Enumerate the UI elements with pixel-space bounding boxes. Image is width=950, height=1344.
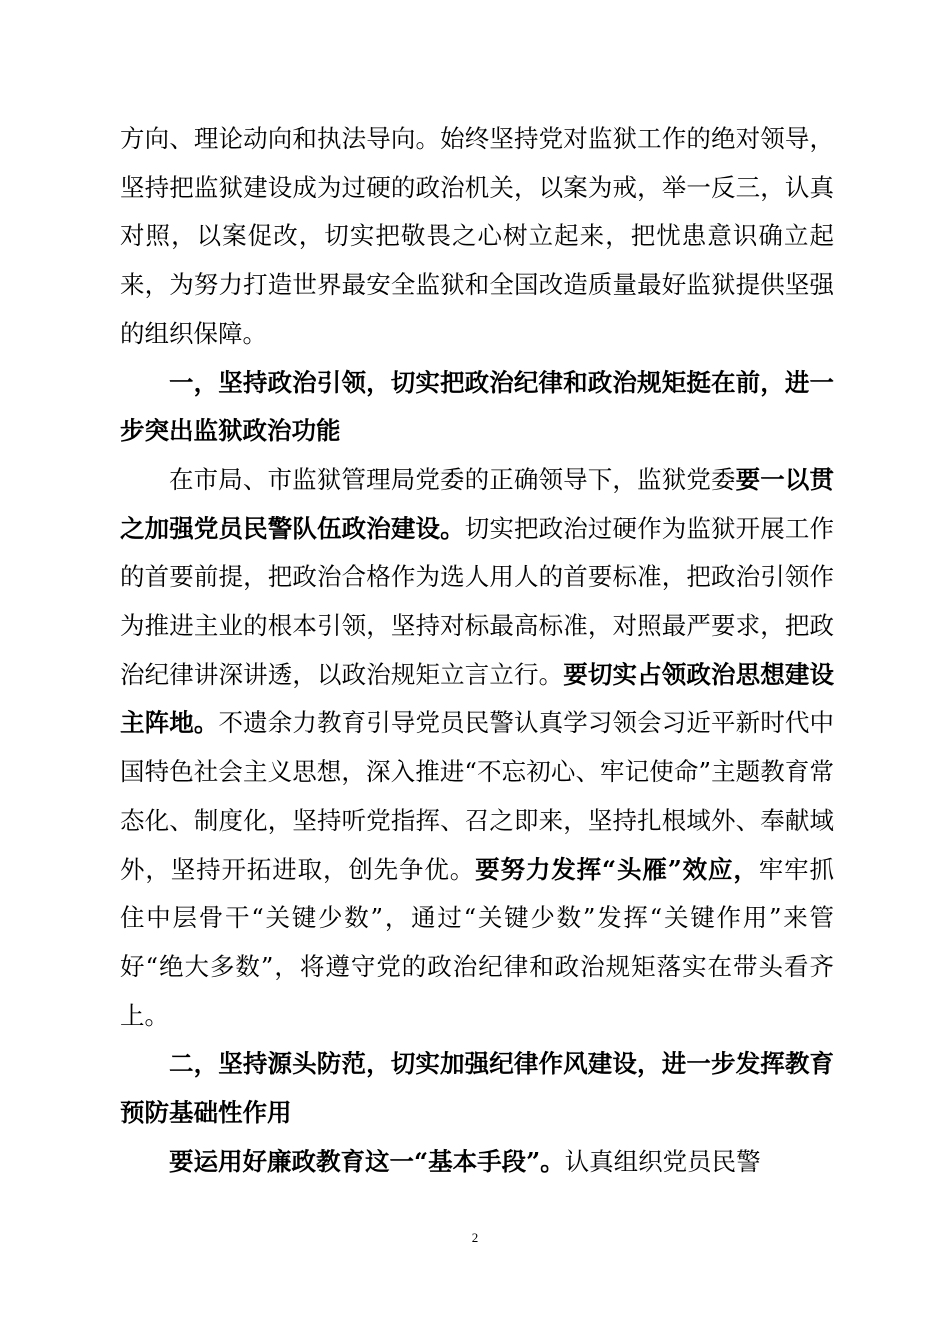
bold-text-run: 要一以贯之加强党员民警队伍政治建设。	[120, 464, 834, 543]
section-heading-1	[120, 359, 834, 456]
bold-text-run: 要运用好廉政教育这一“基本手段”。	[169, 1146, 565, 1176]
paragraph-education	[120, 1138, 834, 1187]
paragraph-text: 方向、理论动向和执法导向。始终坚持党对监狱工作的绝对领导，坚持把监狱建设成为过硬的政治机关，以案为戒，举一反三，认真对照，以案促改，切实把敬畏之心树立起来，把忧患意识确立起来，为努力打造世界最安全监狱和全国改造质量最好监狱提供坚强的组织保障。	[120, 124, 834, 348]
document-body	[120, 115, 834, 1186]
paragraph-continued	[120, 115, 834, 359]
text-run: 在市局、市监狱管理局党委的正确领导下，监狱党委	[169, 464, 736, 494]
bold-text-run: 要切实占领政治思想建设主阵地。	[120, 659, 834, 738]
text-run: 认真组织党员民警	[564, 1146, 761, 1176]
bold-text-run: 要努力发挥“头雁”效应，	[475, 854, 759, 884]
heading-text: 二，坚持源头防范，切实加强纪律作风建设，进一步发挥教育预防基础性作用	[120, 1049, 834, 1128]
text-run: 不遗余力教育引导党员民警认真学习领会习近平新时代中国特色社会主义思想，深入推进“不忘初心、牢记使命”主题教育常态化、制度化，坚持听党指挥、召之即来，坚持扎根域外、奉献域外，坚持开拓进取，创先争优。	[120, 708, 834, 884]
paragraph-political-building	[120, 456, 834, 1040]
heading-text: 一，坚持政治引领，切实把政治纪律和政治规矩挺在前，进一步突出监狱政治功能	[120, 367, 834, 446]
page-number: 2	[471, 1230, 479, 1245]
text-run: 切实把政治过硬作为监狱开展工作的首要前提，把政治合格作为选人用人的首要标准，把政治引领作为推进主业的根本引领，坚持对标最高标准，对照最严要求，把政治纪律讲深讲透，以政治规矩立言立行。	[120, 513, 834, 689]
section-heading-2	[120, 1040, 834, 1137]
text-run: 牢牢抓住中层骨干“关键少数”，通过“关键少数”发挥“关键作用”来管好“绝大多数”，将遵守党的政治纪律和政治规矩落实在带头看齐上。	[120, 854, 835, 1030]
